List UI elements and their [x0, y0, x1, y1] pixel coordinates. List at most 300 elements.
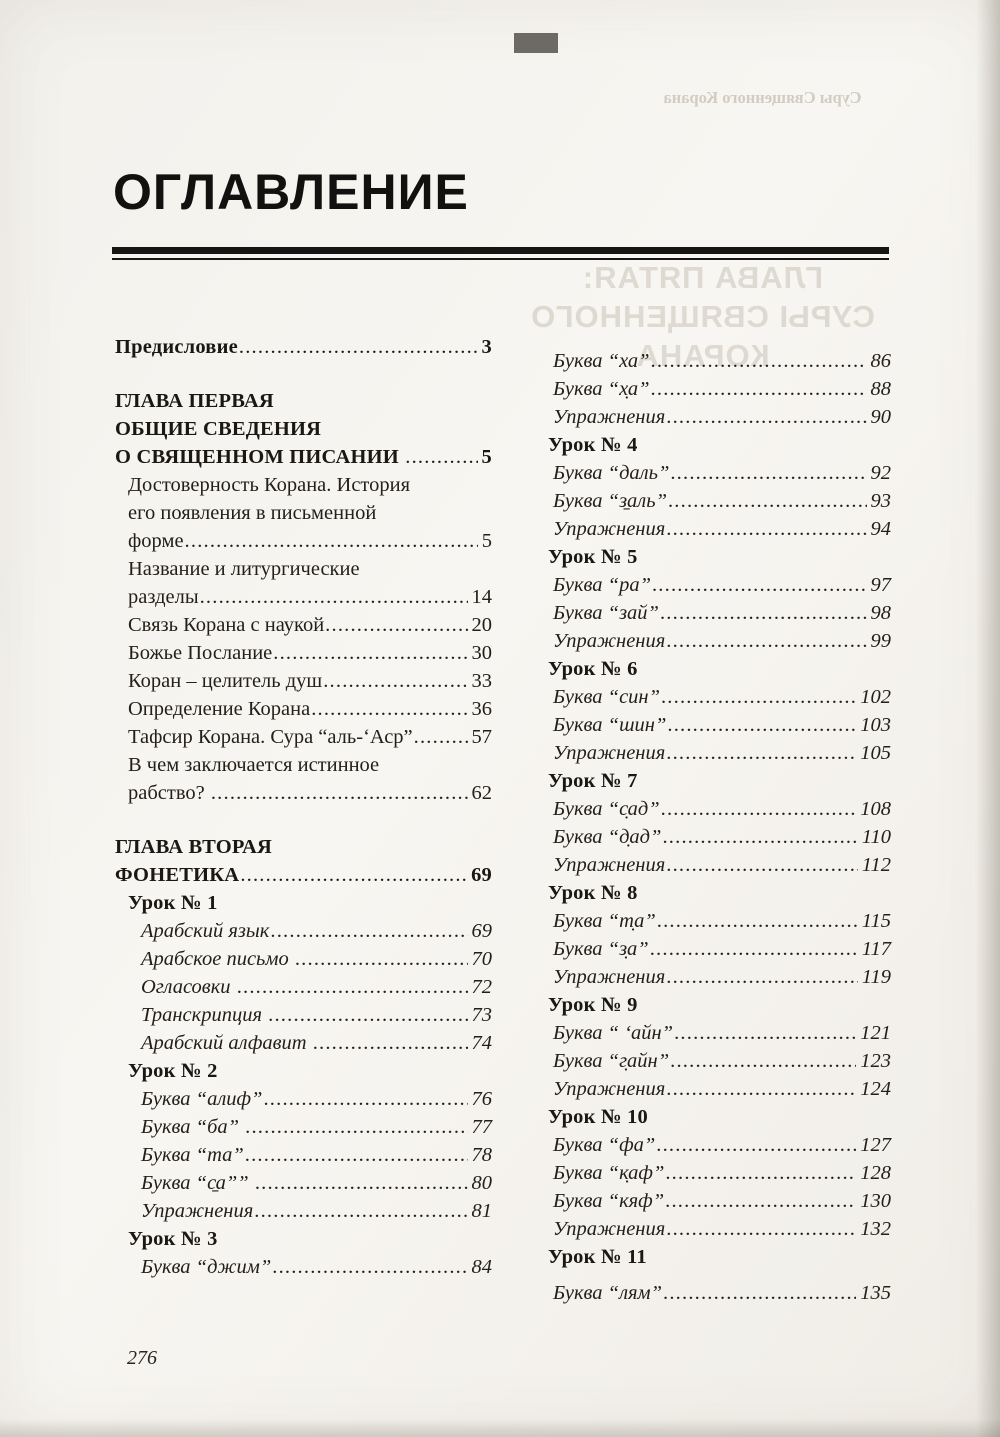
toc-page-ref: 123 — [860, 1050, 891, 1072]
toc-dot-leader — [255, 1169, 468, 1197]
toc-page-ref: 128 — [860, 1162, 891, 1184]
toc-entry-label: Упражнения — [553, 742, 666, 764]
toc-entry-label: Упражнения — [553, 854, 666, 876]
toc-entry — [548, 1019, 891, 1047]
toc-entry-label: Урок № 6 — [548, 658, 638, 680]
toc-dot-leader — [313, 1029, 468, 1057]
toc-entry — [548, 851, 891, 879]
toc-entry-label: ФОНЕТИКА — [115, 864, 240, 886]
toc-page-ref: 117 — [861, 938, 891, 960]
toc-line — [548, 655, 891, 683]
toc-line — [548, 1243, 891, 1271]
toc-entry-label: Упражнения — [553, 1078, 666, 1100]
toc-dot-leader — [668, 487, 867, 515]
toc-entry-label: Связь Корана с наукой — [128, 614, 325, 636]
toc-entry-label: Буква “к̣аф” — [553, 1162, 665, 1184]
toc-dot-leader — [657, 907, 858, 935]
toc-entry-label: ОБЩИЕ СВЕДЕНИЯ — [115, 418, 322, 440]
toc-line — [141, 1169, 492, 1197]
toc-entry-label: Урок № 10 — [548, 1106, 648, 1128]
toc-page-ref: 76 — [471, 1088, 492, 1110]
toc-line — [128, 1057, 492, 1085]
toc-page-ref: 70 — [471, 948, 492, 970]
toc-dot-leader — [650, 935, 858, 963]
toc-entry-label: Урок № 9 — [548, 994, 638, 1016]
toc-entry-label: Упражнения — [553, 518, 666, 540]
toc-entry — [115, 1029, 492, 1057]
toc-entry-label: Тафсир Корана. Сура “аль-‘Аср” — [128, 726, 413, 748]
toc-entry — [115, 1001, 492, 1029]
toc-entry-label: Буква “та” — [141, 1144, 244, 1166]
toc-line — [128, 471, 492, 499]
toc-entry-label: Буква “алиф” — [141, 1088, 263, 1110]
toc-page-ref: 86 — [870, 350, 891, 372]
toc-entry — [115, 1253, 492, 1281]
toc-entry — [548, 403, 891, 431]
toc-entry-label: Определение Корана — [128, 698, 311, 720]
toc-entry — [548, 543, 891, 571]
toc-dot-leader — [211, 779, 468, 807]
toc-line — [128, 611, 492, 639]
toc-line — [553, 1075, 891, 1103]
toc-entry — [115, 555, 492, 611]
toc-entry — [548, 431, 891, 459]
bleedthrough-running-header: Суры Священного Корана — [663, 88, 862, 107]
toc-dot-leader — [414, 723, 468, 751]
toc-dot-leader — [666, 627, 866, 655]
toc-dot-leader — [405, 443, 477, 471]
toc-line — [548, 767, 891, 795]
toc-entry-label: Буква “кяф” — [553, 1190, 665, 1212]
toc-page-ref: 110 — [861, 826, 891, 848]
toc-entry-label: Урок № 2 — [128, 1060, 218, 1082]
toc-entry-label: Арабский язык — [141, 920, 270, 942]
toc-entry-label: Буква “шин” — [553, 714, 667, 736]
toc-page-ref: 88 — [870, 378, 891, 400]
toc-entry — [115, 917, 492, 945]
toc-line — [553, 851, 891, 879]
toc-entry — [115, 1085, 492, 1113]
toc-page-ref: 78 — [471, 1144, 492, 1166]
toc-entry — [548, 599, 891, 627]
toc-entry — [548, 655, 891, 683]
toc-line — [553, 515, 891, 543]
toc-dot-leader — [667, 711, 856, 739]
toc-entry-label: Достоверность Корана. История — [128, 474, 411, 496]
toc-line — [553, 1047, 891, 1075]
toc-page-ref: 69 — [471, 864, 492, 886]
toc-entry-label: его появления в письменной — [128, 502, 377, 524]
toc-entry — [548, 1131, 891, 1159]
toc-line — [128, 639, 492, 667]
toc-dot-leader — [656, 1131, 856, 1159]
toc-line — [128, 555, 492, 583]
toc-dot-leader — [661, 683, 856, 711]
toc-line — [548, 543, 891, 571]
toc-dot-leader — [254, 1197, 467, 1225]
toc-entry — [548, 739, 891, 767]
toc-entry-label: Урок № 3 — [128, 1228, 218, 1250]
toc-line — [115, 387, 492, 415]
toc-entry-label: Буква “з̱аль” — [553, 490, 667, 512]
toc-dot-leader — [273, 639, 467, 667]
toc-dot-leader — [666, 403, 866, 431]
toc-entry-label: рабство? — [128, 782, 210, 804]
toc-line — [128, 779, 492, 807]
toc-line — [553, 459, 891, 487]
toc-page-ref: 80 — [471, 1172, 492, 1194]
page-title: ОГЛАВЛЕНИЕ — [113, 164, 469, 220]
toc-entry-label: Буква “даль” — [553, 462, 670, 484]
toc-dot-leader — [666, 1215, 856, 1243]
toc-line — [141, 1253, 492, 1281]
toc-line — [553, 1215, 891, 1243]
toc-dot-leader — [663, 1279, 856, 1307]
toc-line — [141, 1141, 492, 1169]
toc-entry — [548, 991, 891, 1019]
toc-entry-label: Буква “ха” — [553, 350, 650, 372]
toc-line — [141, 1113, 492, 1141]
toc-page-ref: 97 — [870, 574, 891, 596]
toc-dot-leader — [665, 1159, 856, 1187]
title-rule-thick — [112, 247, 889, 254]
toc-entry — [548, 1279, 891, 1307]
toc-page-ref: 90 — [870, 406, 891, 428]
toc-line — [553, 347, 891, 375]
toc-dot-leader — [311, 695, 467, 723]
toc-entry — [548, 1187, 891, 1215]
toc-line — [553, 1279, 891, 1307]
toc-page-ref: 73 — [471, 1004, 492, 1026]
toc-dot-leader — [323, 667, 467, 695]
bleedthrough-ghost-title-line1: ГЛАВА ПЯТАЯ: — [581, 260, 824, 295]
toc-entry — [115, 667, 492, 695]
toc-page-ref: 130 — [860, 1190, 891, 1212]
table-of-contents — [115, 333, 893, 1307]
toc-entry-label: Урок № 8 — [548, 882, 638, 904]
toc-line — [553, 1019, 891, 1047]
toc-line — [128, 499, 492, 527]
toc-entry-label: Буква “з̣а” — [553, 938, 649, 960]
toc-dot-leader — [670, 459, 866, 487]
toc-entry-label: Урок № 7 — [548, 770, 638, 792]
toc-entry — [548, 1243, 891, 1271]
toc-line — [115, 443, 492, 471]
toc-dot-leader — [666, 515, 866, 543]
toc-spacer — [115, 361, 492, 387]
toc-entry-label: Упражнения — [553, 406, 666, 428]
toc-entry — [548, 1159, 891, 1187]
toc-dot-leader — [239, 333, 478, 361]
toc-line — [553, 1131, 891, 1159]
toc-line — [141, 945, 492, 973]
toc-page-ref: 99 — [870, 630, 891, 652]
toc-entry — [548, 879, 891, 907]
toc-line — [553, 683, 891, 711]
toc-line — [115, 861, 492, 889]
toc-line — [553, 823, 891, 851]
toc-entry — [115, 639, 492, 667]
toc-entry-label: Буква “зай” — [553, 602, 659, 624]
toc-line — [553, 739, 891, 767]
toc-line — [548, 879, 891, 907]
toc-line — [128, 527, 492, 555]
toc-page-ref: 132 — [860, 1218, 891, 1240]
page-number: 276 — [127, 1347, 157, 1369]
toc-entry-label: Буква “с̱а”” — [141, 1172, 254, 1194]
toc-entry-label: Упражнения — [141, 1200, 254, 1222]
toc-dot-leader — [666, 851, 858, 879]
toc-entry-label: форме — [128, 530, 184, 552]
toc-entry — [548, 515, 891, 543]
toc-entry — [115, 611, 492, 639]
toc-page-ref: 124 — [860, 1078, 891, 1100]
toc-page-ref: 3 — [481, 336, 492, 358]
toc-entry-label: Буква “син” — [553, 686, 660, 708]
toc-page-ref: 93 — [870, 490, 891, 512]
toc-page-ref: 33 — [471, 670, 492, 692]
toc-entry — [115, 1141, 492, 1169]
toc-entry — [115, 1113, 492, 1141]
toc-entry — [115, 973, 492, 1001]
toc-page-ref: 62 — [471, 782, 492, 804]
toc-page-ref: 30 — [471, 642, 492, 664]
toc-entry-label: Буква “фа” — [553, 1134, 656, 1156]
toc-entry-label: Арабское письмо — [141, 948, 294, 970]
toc-entry — [115, 945, 492, 973]
toc-line — [128, 723, 492, 751]
toc-line — [141, 973, 492, 1001]
toc-entry-label: Транскрипция — [141, 1004, 268, 1026]
toc-line — [115, 333, 492, 361]
toc-entry-label: Предисловие — [115, 336, 238, 358]
toc-line — [553, 1159, 891, 1187]
toc-page-ref: 36 — [471, 698, 492, 720]
toc-dot-leader — [674, 1019, 856, 1047]
toc-line — [115, 415, 492, 443]
toc-line — [553, 711, 891, 739]
toc-page-ref: 72 — [471, 976, 492, 998]
toc-line — [141, 1085, 492, 1113]
toc-line — [141, 1001, 492, 1029]
toc-entry-label: Название и литургические — [128, 558, 360, 580]
title-rule-thin — [112, 258, 889, 260]
toc-entry-label: разделы — [128, 586, 199, 608]
toc-page-ref: 20 — [471, 614, 492, 636]
toc-entry — [548, 935, 891, 963]
toc-column-right — [548, 333, 891, 1307]
toc-entry — [115, 1225, 492, 1253]
toc-entry-label: Упражнения — [553, 966, 666, 988]
toc-line — [553, 795, 891, 823]
toc-entry-label: Урок № 5 — [548, 546, 638, 568]
toc-page-ref: 135 — [860, 1282, 891, 1304]
toc-entry — [548, 767, 891, 795]
toc-line — [128, 889, 492, 917]
toc-page-ref: 94 — [870, 518, 891, 540]
toc-entry — [548, 347, 891, 375]
toc-entry — [548, 1103, 891, 1131]
toc-line — [128, 667, 492, 695]
toc-line — [128, 583, 492, 611]
toc-line — [553, 375, 891, 403]
toc-entry — [548, 375, 891, 403]
toc-line — [553, 935, 891, 963]
toc-entry-label: Буква “т̣а” — [553, 910, 656, 932]
toc-entry-label: Буква “ ‘айн” — [553, 1022, 674, 1044]
toc-line — [548, 431, 891, 459]
toc-entry — [548, 711, 891, 739]
toc-dot-leader — [670, 1047, 856, 1075]
toc-line — [128, 751, 492, 779]
toc-dot-leader — [200, 583, 468, 611]
toc-entry-label: Буква “ра” — [553, 574, 651, 596]
toc-entry — [548, 1047, 891, 1075]
toc-dot-leader — [245, 1113, 467, 1141]
toc-dot-leader — [185, 527, 478, 555]
toc-entry — [115, 889, 492, 917]
toc-entry — [548, 963, 891, 991]
toc-line — [553, 571, 891, 599]
toc-entry — [115, 833, 492, 889]
toc-dot-leader — [245, 1141, 468, 1169]
toc-page-ref: 74 — [471, 1032, 492, 1054]
toc-entry — [548, 627, 891, 655]
toc-dot-leader — [272, 1253, 467, 1281]
toc-line — [141, 1029, 492, 1057]
scan-edge-shadow-bottom — [0, 1419, 1000, 1437]
toc-page-ref: 57 — [471, 726, 492, 748]
toc-entry-label: Буква “с̣ад” — [553, 798, 660, 820]
toc-page-ref: 5 — [481, 530, 492, 552]
toc-page-ref: 98 — [870, 602, 891, 624]
toc-entry — [115, 751, 492, 807]
toc-entry — [548, 459, 891, 487]
toc-line — [115, 833, 492, 861]
toc-line — [141, 1197, 492, 1225]
toc-page-ref: 81 — [471, 1200, 492, 1222]
toc-entry — [548, 487, 891, 515]
toc-line — [553, 599, 891, 627]
toc-dot-leader — [268, 1001, 467, 1029]
toc-dot-leader — [263, 1085, 467, 1113]
toc-entry-label: Буква “лям” — [553, 1282, 663, 1304]
toc-line — [128, 1225, 492, 1253]
toc-dot-leader — [666, 739, 856, 767]
toc-column-left — [115, 333, 492, 1307]
toc-page-ref: 115 — [861, 910, 891, 932]
toc-page-ref: 69 — [471, 920, 492, 942]
toc-line — [553, 403, 891, 431]
toc-dot-leader — [270, 917, 467, 945]
toc-entry-label: Урок № 1 — [128, 892, 218, 914]
toc-entry-label: Буква “д̣ад” — [553, 826, 662, 848]
toc-entry — [115, 695, 492, 723]
toc-entry — [548, 795, 891, 823]
toc-entry — [548, 571, 891, 599]
toc-dot-leader — [325, 611, 467, 639]
toc-page-ref: 121 — [860, 1022, 891, 1044]
toc-page-ref: 103 — [860, 714, 891, 736]
toc-line — [128, 695, 492, 723]
toc-line — [141, 917, 492, 945]
toc-line — [553, 487, 891, 515]
toc-dot-leader — [295, 945, 468, 973]
toc-spacer — [115, 807, 492, 833]
toc-page-ref: 112 — [861, 854, 891, 876]
toc-entry — [115, 723, 492, 751]
toc-dot-leader — [662, 823, 857, 851]
toc-entry — [548, 907, 891, 935]
toc-page-ref: 102 — [860, 686, 891, 708]
toc-entry-label: Упражнения — [553, 1218, 666, 1240]
toc-line — [553, 627, 891, 655]
toc-entry-label: О СВЯЩЕННОМ ПИСАНИИ — [115, 446, 405, 468]
toc-entry-label: Божье Послание — [128, 642, 273, 664]
toc-dot-leader — [660, 599, 867, 627]
toc-entry-label: Буква “джим” — [141, 1256, 272, 1278]
toc-entry-label: Коран – целитель душ — [128, 670, 323, 692]
toc-entry — [548, 683, 891, 711]
toc-spacer — [548, 1271, 891, 1279]
toc-dot-leader — [652, 571, 867, 599]
toc-entry — [115, 1057, 492, 1085]
toc-line — [553, 963, 891, 991]
toc-page-ref: 92 — [870, 462, 891, 484]
toc-dot-leader — [666, 963, 858, 991]
toc-page-ref: 119 — [861, 966, 891, 988]
toc-entry-label: Буква “ба” — [141, 1116, 245, 1138]
toc-entry — [115, 333, 492, 361]
toc-line — [553, 1187, 891, 1215]
toc-page-ref: 84 — [471, 1256, 492, 1278]
toc-page-ref: 127 — [860, 1134, 891, 1156]
scan-artifact — [514, 33, 558, 53]
toc-dot-leader — [661, 795, 857, 823]
toc-entry — [115, 387, 492, 471]
toc-entry-label: Урок № 11 — [548, 1246, 647, 1268]
toc-entry-label: Урок № 4 — [548, 434, 638, 456]
toc-entry-label: ГЛАВА ПЕРВАЯ — [115, 390, 274, 412]
toc-dot-leader — [237, 973, 468, 1001]
toc-entry — [115, 1197, 492, 1225]
toc-entry-label: ГЛАВА ВТОРАЯ — [115, 836, 273, 858]
toc-page-ref: 77 — [471, 1116, 492, 1138]
toc-page-ref: 5 — [481, 446, 492, 468]
title-rule — [112, 247, 889, 260]
toc-entry — [548, 1215, 891, 1243]
toc-dot-leader — [665, 1187, 856, 1215]
toc-line — [553, 907, 891, 935]
toc-entry-label: Буква “х̣а” — [553, 378, 650, 400]
toc-entry — [548, 823, 891, 851]
toc-page-ref: 14 — [471, 586, 492, 608]
toc-entry-label: Буква “г̣айн” — [553, 1050, 670, 1072]
toc-dot-leader — [651, 347, 867, 375]
toc-entry-label: Упражнения — [553, 630, 666, 652]
toc-dot-leader — [240, 861, 467, 889]
toc-line — [548, 1103, 891, 1131]
toc-dot-leader — [666, 1075, 856, 1103]
scan-edge-shadow-right — [976, 0, 1000, 1437]
toc-entry — [115, 1169, 492, 1197]
toc-page-ref: 108 — [860, 798, 891, 820]
toc-entry — [548, 1075, 891, 1103]
toc-dot-leader — [651, 375, 867, 403]
toc-line — [548, 991, 891, 1019]
toc-entry-label: В чем заключается истинное — [128, 754, 380, 776]
toc-entry-label: Арабский алфавит — [141, 1032, 312, 1054]
